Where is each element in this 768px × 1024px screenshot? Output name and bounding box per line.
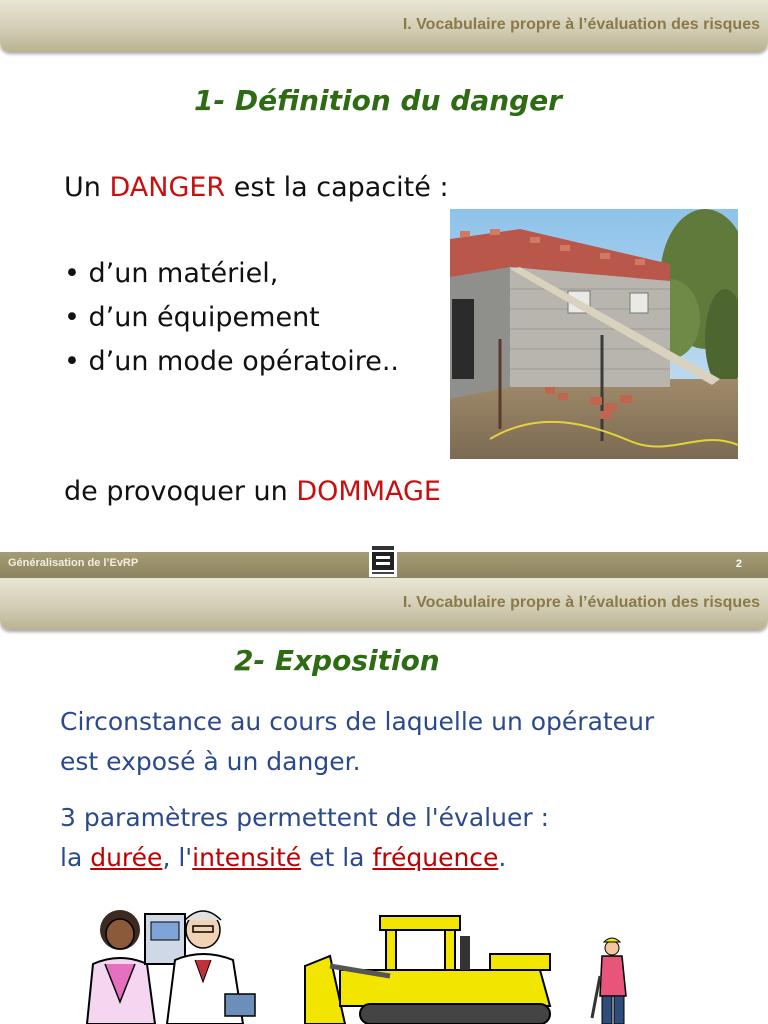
section-title-danger: 1- Définition du danger [194,84,562,117]
params-intro: 3 paramètres permettent de l'évaluer : [60,803,549,832]
bullet-item: • d’un mode opératoire.. [64,346,399,377]
param-duree: durée [90,843,163,872]
slide-header [0,0,768,52]
footer-title: Généralisation de l’EvRP [8,557,139,569]
definition-line: est exposé à un danger. [60,747,361,776]
bulldozer-worker-clipart [300,906,650,1024]
definition-line: Circonstance au cours de laquelle un opérateur [60,707,655,736]
header-title: I. Vocabulaire propre à l’évaluation des risques [402,594,760,611]
section-title-exposition: 2- Exposition [234,644,440,677]
page-number: 2 [735,558,742,570]
params-list: la durée, l'intensité et la fréquence. [60,843,507,872]
bullet-item: • d’un matériel, [64,258,279,289]
dommage-keyword: DOMMAGE [296,476,441,507]
bullet-item: • d’un équipement [64,302,320,333]
danger-keyword: DANGER [109,172,226,203]
danger-intro: Un DANGER est la capacité : [64,172,449,203]
slide-2 [0,578,768,1024]
construction-site-photo [450,209,738,459]
slide-header [0,578,768,630]
danger-outro: de provoquer un DOMMAGE [64,476,441,507]
param-intensite: intensité [192,843,302,872]
header-title: I. Vocabulaire propre à l’évaluation des risques [402,16,760,33]
param-frequence: fréquence [372,843,499,872]
lab-workers-clipart [75,902,265,1024]
company-logo-icon [369,543,397,577]
